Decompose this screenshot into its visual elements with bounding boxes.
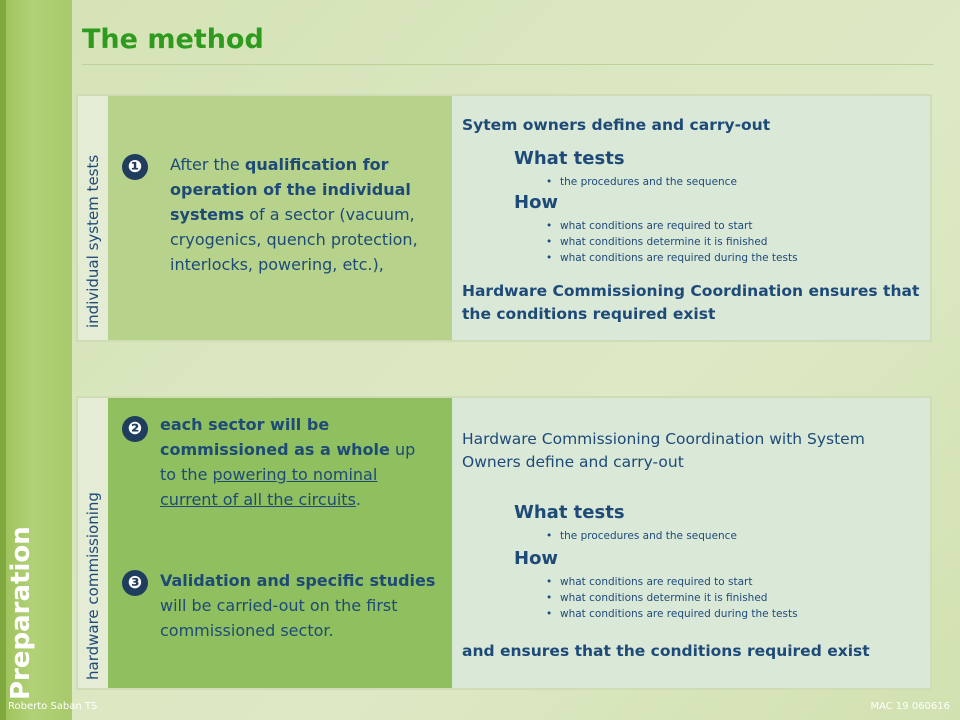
panel1-desc-part1: After the <box>170 155 245 174</box>
panel2-side-label: hardware commissioning <box>84 492 102 680</box>
panel1-side-label-column <box>78 96 108 340</box>
page-title: The method <box>82 24 264 55</box>
list-item: • what conditions are required to start <box>560 574 798 590</box>
panel1-how-list <box>560 218 798 266</box>
panel2-item3 <box>160 568 436 643</box>
panel1-desc-part3: of a sector (vacuum, cryogenics, quench protection, interlocks, powering, etc.), <box>170 205 418 274</box>
footer-author: Roberto Saban TS <box>8 701 98 712</box>
panel2-intro: Hardware Commissioning Coordination with System Owners define and carry-out <box>462 430 865 471</box>
item2-part2: up to the <box>160 440 416 484</box>
item2-part4: . <box>355 490 361 509</box>
panel1-what-tests-heading: What tests <box>514 148 625 169</box>
hardware-commissioning-panel <box>76 396 932 690</box>
list-item: • the procedures and the sequence <box>560 528 737 544</box>
list-item: • what conditions are required during the tests <box>560 250 798 266</box>
panel2-how-list <box>560 574 798 622</box>
step-2-number-icon: ❷ <box>122 416 148 442</box>
list-item: • what conditions are required during the tests <box>560 606 798 622</box>
item2-emphasis: each sector will be commissioned as a whole <box>160 415 390 459</box>
individual-system-tests-panel <box>76 94 932 342</box>
panel1-conclusion: Hardware Commissioning Coordination ensures that the conditions required exist <box>462 282 920 323</box>
panel1-desc-emphasis: qualification for operation of the individual systems <box>170 155 411 224</box>
panel2-how-heading: How <box>514 548 559 569</box>
footer-reference: MAC 19 060616 <box>870 701 950 712</box>
list-item: • what conditions determine it is finished <box>560 234 798 250</box>
panel1-intro: Sytem owners define and carry-out <box>462 116 771 134</box>
panel1-right-column <box>452 96 930 340</box>
list-item: • what conditions are required to start <box>560 218 798 234</box>
item2-underlined: powering to nominal current of all the circuits <box>160 465 378 509</box>
item3-emphasis: Validation and specific studies <box>160 571 436 590</box>
panel1-description <box>170 152 440 277</box>
panel1-left-column <box>108 96 452 340</box>
step-1-number-icon: ❶ <box>122 154 148 180</box>
item3-part2: will be carried-out on the first commissioned sector. <box>160 596 398 640</box>
panel2-item2 <box>160 412 436 512</box>
section-label: Preparation <box>6 526 36 700</box>
panel2-conclusion: and ensures that the conditions required exist <box>462 642 870 660</box>
panel2-right-column <box>452 398 930 688</box>
panel2-what-tests-heading: What tests <box>514 502 625 523</box>
step-3-number-icon: ❸ <box>122 570 148 596</box>
panel1-how-heading: How <box>514 192 559 213</box>
panel1-side-label: individual system tests <box>84 154 102 328</box>
panel2-side-label-column <box>78 398 108 688</box>
title-divider <box>82 64 934 65</box>
list-item: • the procedures and the sequence <box>560 174 737 190</box>
panel1-what-list <box>560 174 737 190</box>
panel2-what-list <box>560 528 737 544</box>
panel2-left-column <box>108 398 452 688</box>
list-item: • what conditions determine it is finished <box>560 590 798 606</box>
